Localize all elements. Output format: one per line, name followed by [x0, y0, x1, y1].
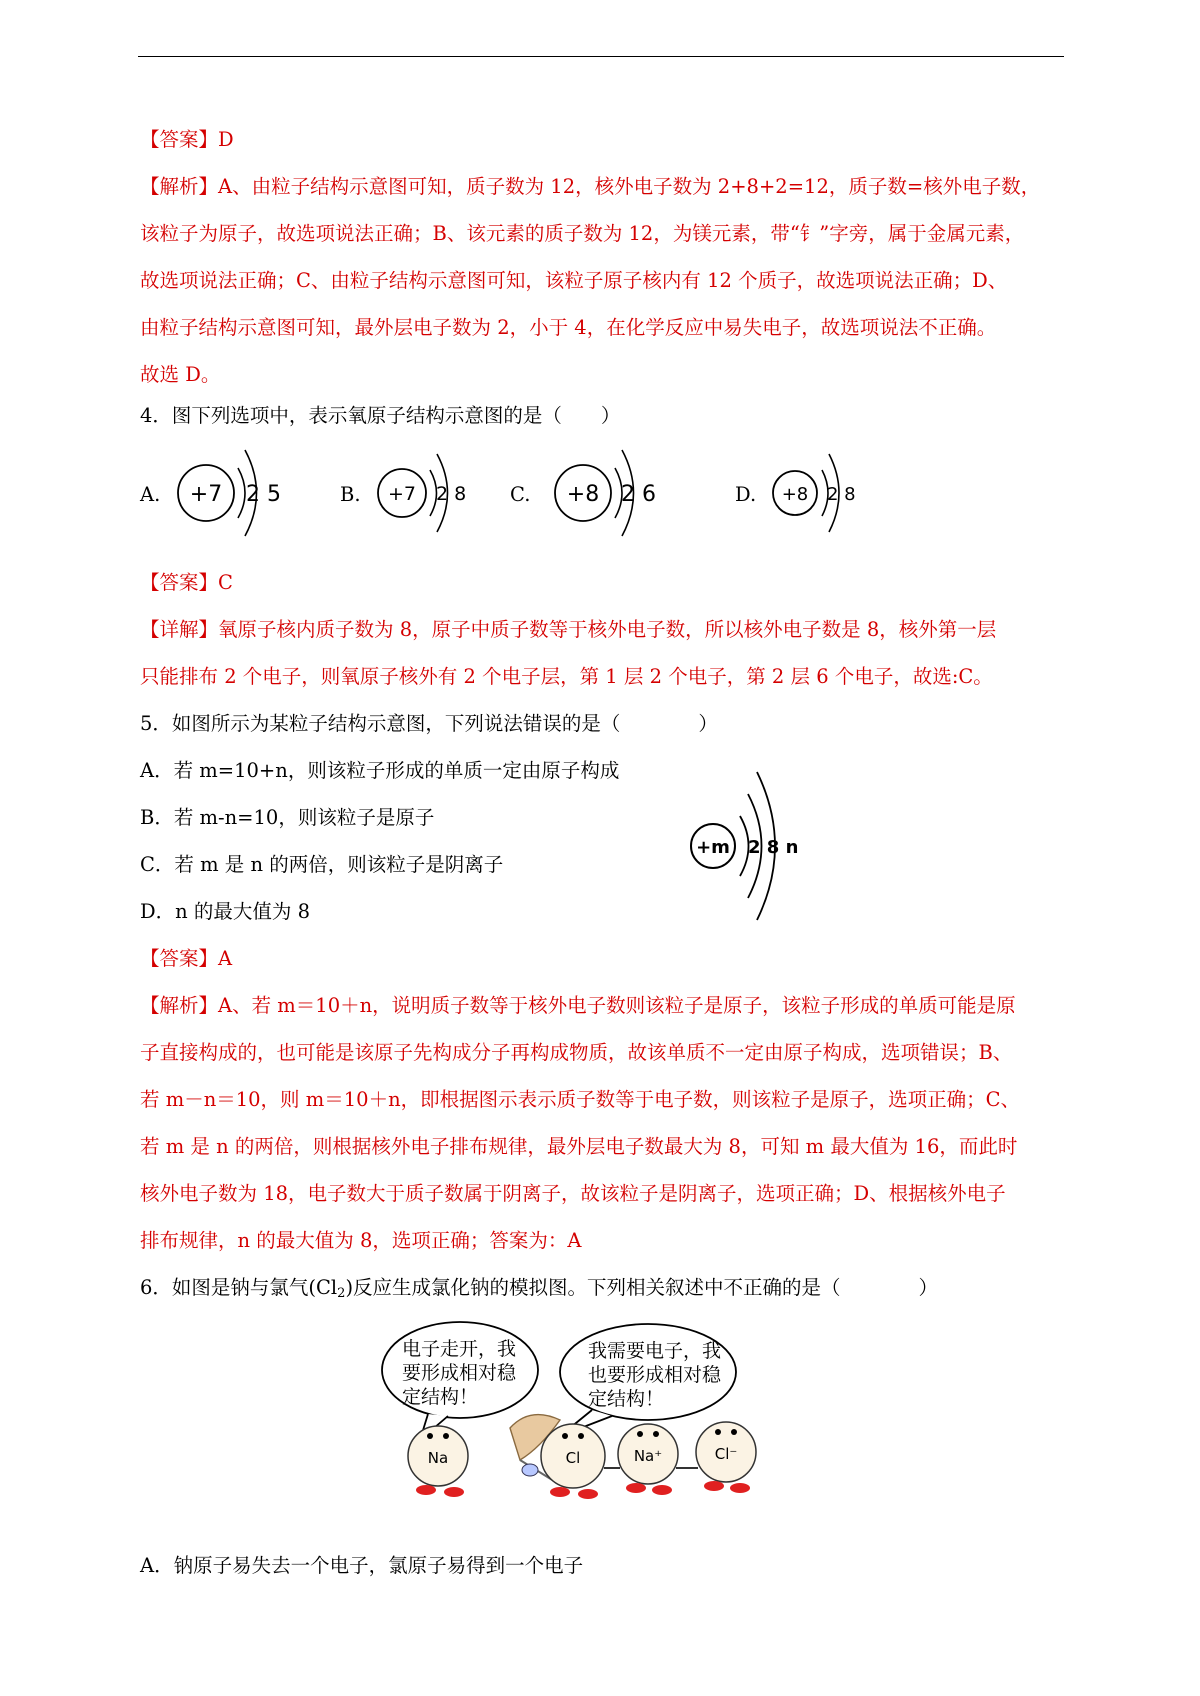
q6-option-a: A．钠原子易失去一个电子，氯原子易得到一个电子: [140, 1554, 584, 1577]
q4-option-d-label: D.: [735, 483, 757, 506]
q5-analysis-line-6: 排布规律，n 的最大值为 8，选项正确；答案为：A: [140, 1229, 582, 1252]
q5-option-c: C．若 m 是 n 的两倍，则该粒子是阴离子: [140, 853, 504, 876]
q4-option-b-label: B.: [340, 483, 361, 506]
q4-option-c-label: C.: [510, 483, 531, 506]
q3-analysis-line-5: 故选 D。: [140, 363, 221, 386]
label-cl: Cl: [565, 1449, 581, 1467]
bubble-left-text: 电子走开，我 要形成相对稳 定结构！: [402, 1338, 517, 1408]
q4-detail-label: 【详解】: [140, 618, 219, 641]
q4-option-d-diagram: [768, 440, 878, 550]
q5-analysis-line-4: 若 m 是 n 的两倍，则根据核外电子排布规律，最外层电子数最大为 8，可知 m 最大值为 16，而此时: [140, 1135, 1018, 1158]
q3-answer: 【答案】D: [140, 128, 234, 151]
shell-electrons: 2 8 n: [748, 837, 799, 858]
q5-analysis-line-2: 子直接构成的，也可能是该原子先构成分子再构成物质，故该单质不一定由原子构成，选项错误；B、: [140, 1041, 1013, 1064]
q4-detail-line-1: 【详解】氧原子核内质子数为 8，原子中质子数等于核外电子数，所以核外电子数是 8，核外第一层: [140, 618, 997, 641]
q4-detail-line-2: 只能排布 2 个电子，则氧原子核外有 2 个电子层，第 1 层 2 个电子，第 2 层 6 个电子，故选:C。: [140, 665, 993, 688]
nucleus-charge: +8: [781, 484, 809, 505]
bubble-right-text: 我需要电子，我 也要形成相对稳 定结构！: [588, 1340, 722, 1410]
shell-arc: [238, 468, 245, 518]
shell-electrons: 2 8: [436, 483, 467, 505]
q5-stem: 5．如图所示为某粒子结构示意图，下列说法错误的是（ ）: [140, 712, 718, 735]
q4-option-a-label: A.: [140, 483, 161, 506]
q5-answer: 【答案】A: [140, 947, 233, 970]
label-cl-ion: Cl⁻: [714, 1445, 738, 1463]
nucleus-charge: +8: [566, 482, 600, 507]
q3-analysis-line-3: 故选项说法正确；C、由粒子结构示意图可知，该粒子原子核内有 12 个质子，故选项说法正确；D、: [140, 269, 1008, 292]
shell-electrons: 2 6: [621, 482, 656, 507]
label-na: Na: [427, 1449, 449, 1467]
electron-icon: [522, 1464, 538, 1476]
q3-analysis-label: 【解析】: [140, 175, 219, 198]
q4-option-a-diagram: [170, 440, 290, 550]
q5-analysis-line-1: 【解析】A、若 m＝10＋n，说明质子数等于核外电子数则该粒子是原子，该粒子形成的单质可能是原: [140, 994, 1016, 1017]
q5-option-a: A．若 m=10+n，则该粒子形成的单质一定由原子构成: [140, 759, 620, 782]
q4-stem: 4．图下列选项中，表示氧原子结构示意图的是（ ）: [140, 404, 621, 427]
q3-analysis-line-2: 该粒子为原子，故选项说法正确；B、该元素的质子数为 12，为镁元素，带“钅”字旁，属于金属元素，: [140, 222, 1025, 245]
q4-option-b-diagram: [370, 440, 480, 550]
label-na-ion: Na⁺: [633, 1447, 663, 1465]
q4-option-c-diagram: [548, 440, 668, 550]
nucleus-charge: +7: [387, 483, 417, 505]
q5-particle-diagram: [685, 768, 825, 928]
q3-analysis-line-4: 由粒子结构示意图可知，最外层电子数为 2，小于 4，在化学反应中易失电子，故选项说法不正确。: [140, 316, 997, 339]
shell-electrons: 2 8: [827, 484, 856, 505]
q5-analysis-line-5: 核外电子数为 18，电子数大于质子数属于阴离子，故该粒子是阴离子，选项正确；D、根据核外电子: [140, 1182, 1006, 1205]
nucleus-charge: +m: [696, 837, 730, 858]
header-rule: [138, 56, 1064, 57]
q5-option-b: B．若 m-n=10，则该粒子是原子: [140, 806, 435, 829]
q4-answer: 【答案】C: [140, 571, 233, 594]
q3-analysis-line-1: 【解析】A、由粒子结构示意图可知，质子数为 12，核外电子数为 2+8+2=12，质子数=核外电子数，: [140, 175, 1041, 198]
q5-analysis-label: 【解析】: [140, 994, 219, 1017]
nucleus-charge: +7: [189, 482, 223, 507]
q6-stem: 6．如图是钠与氯气$(Cl_2)$反应生成氯化钠的模拟图。下列相关叙述中不正确的是（ ）: [140, 1276, 939, 1301]
q5-analysis-line-3: 若 m－n＝10，则 m＝10＋n，即根据图示表示质子数等于电子数，则该粒子是原子，选项正确；C、: [140, 1088, 1021, 1111]
shell-electrons: 2 5: [246, 482, 281, 507]
q5-option-d: D．n 的最大值为 8: [140, 900, 310, 923]
